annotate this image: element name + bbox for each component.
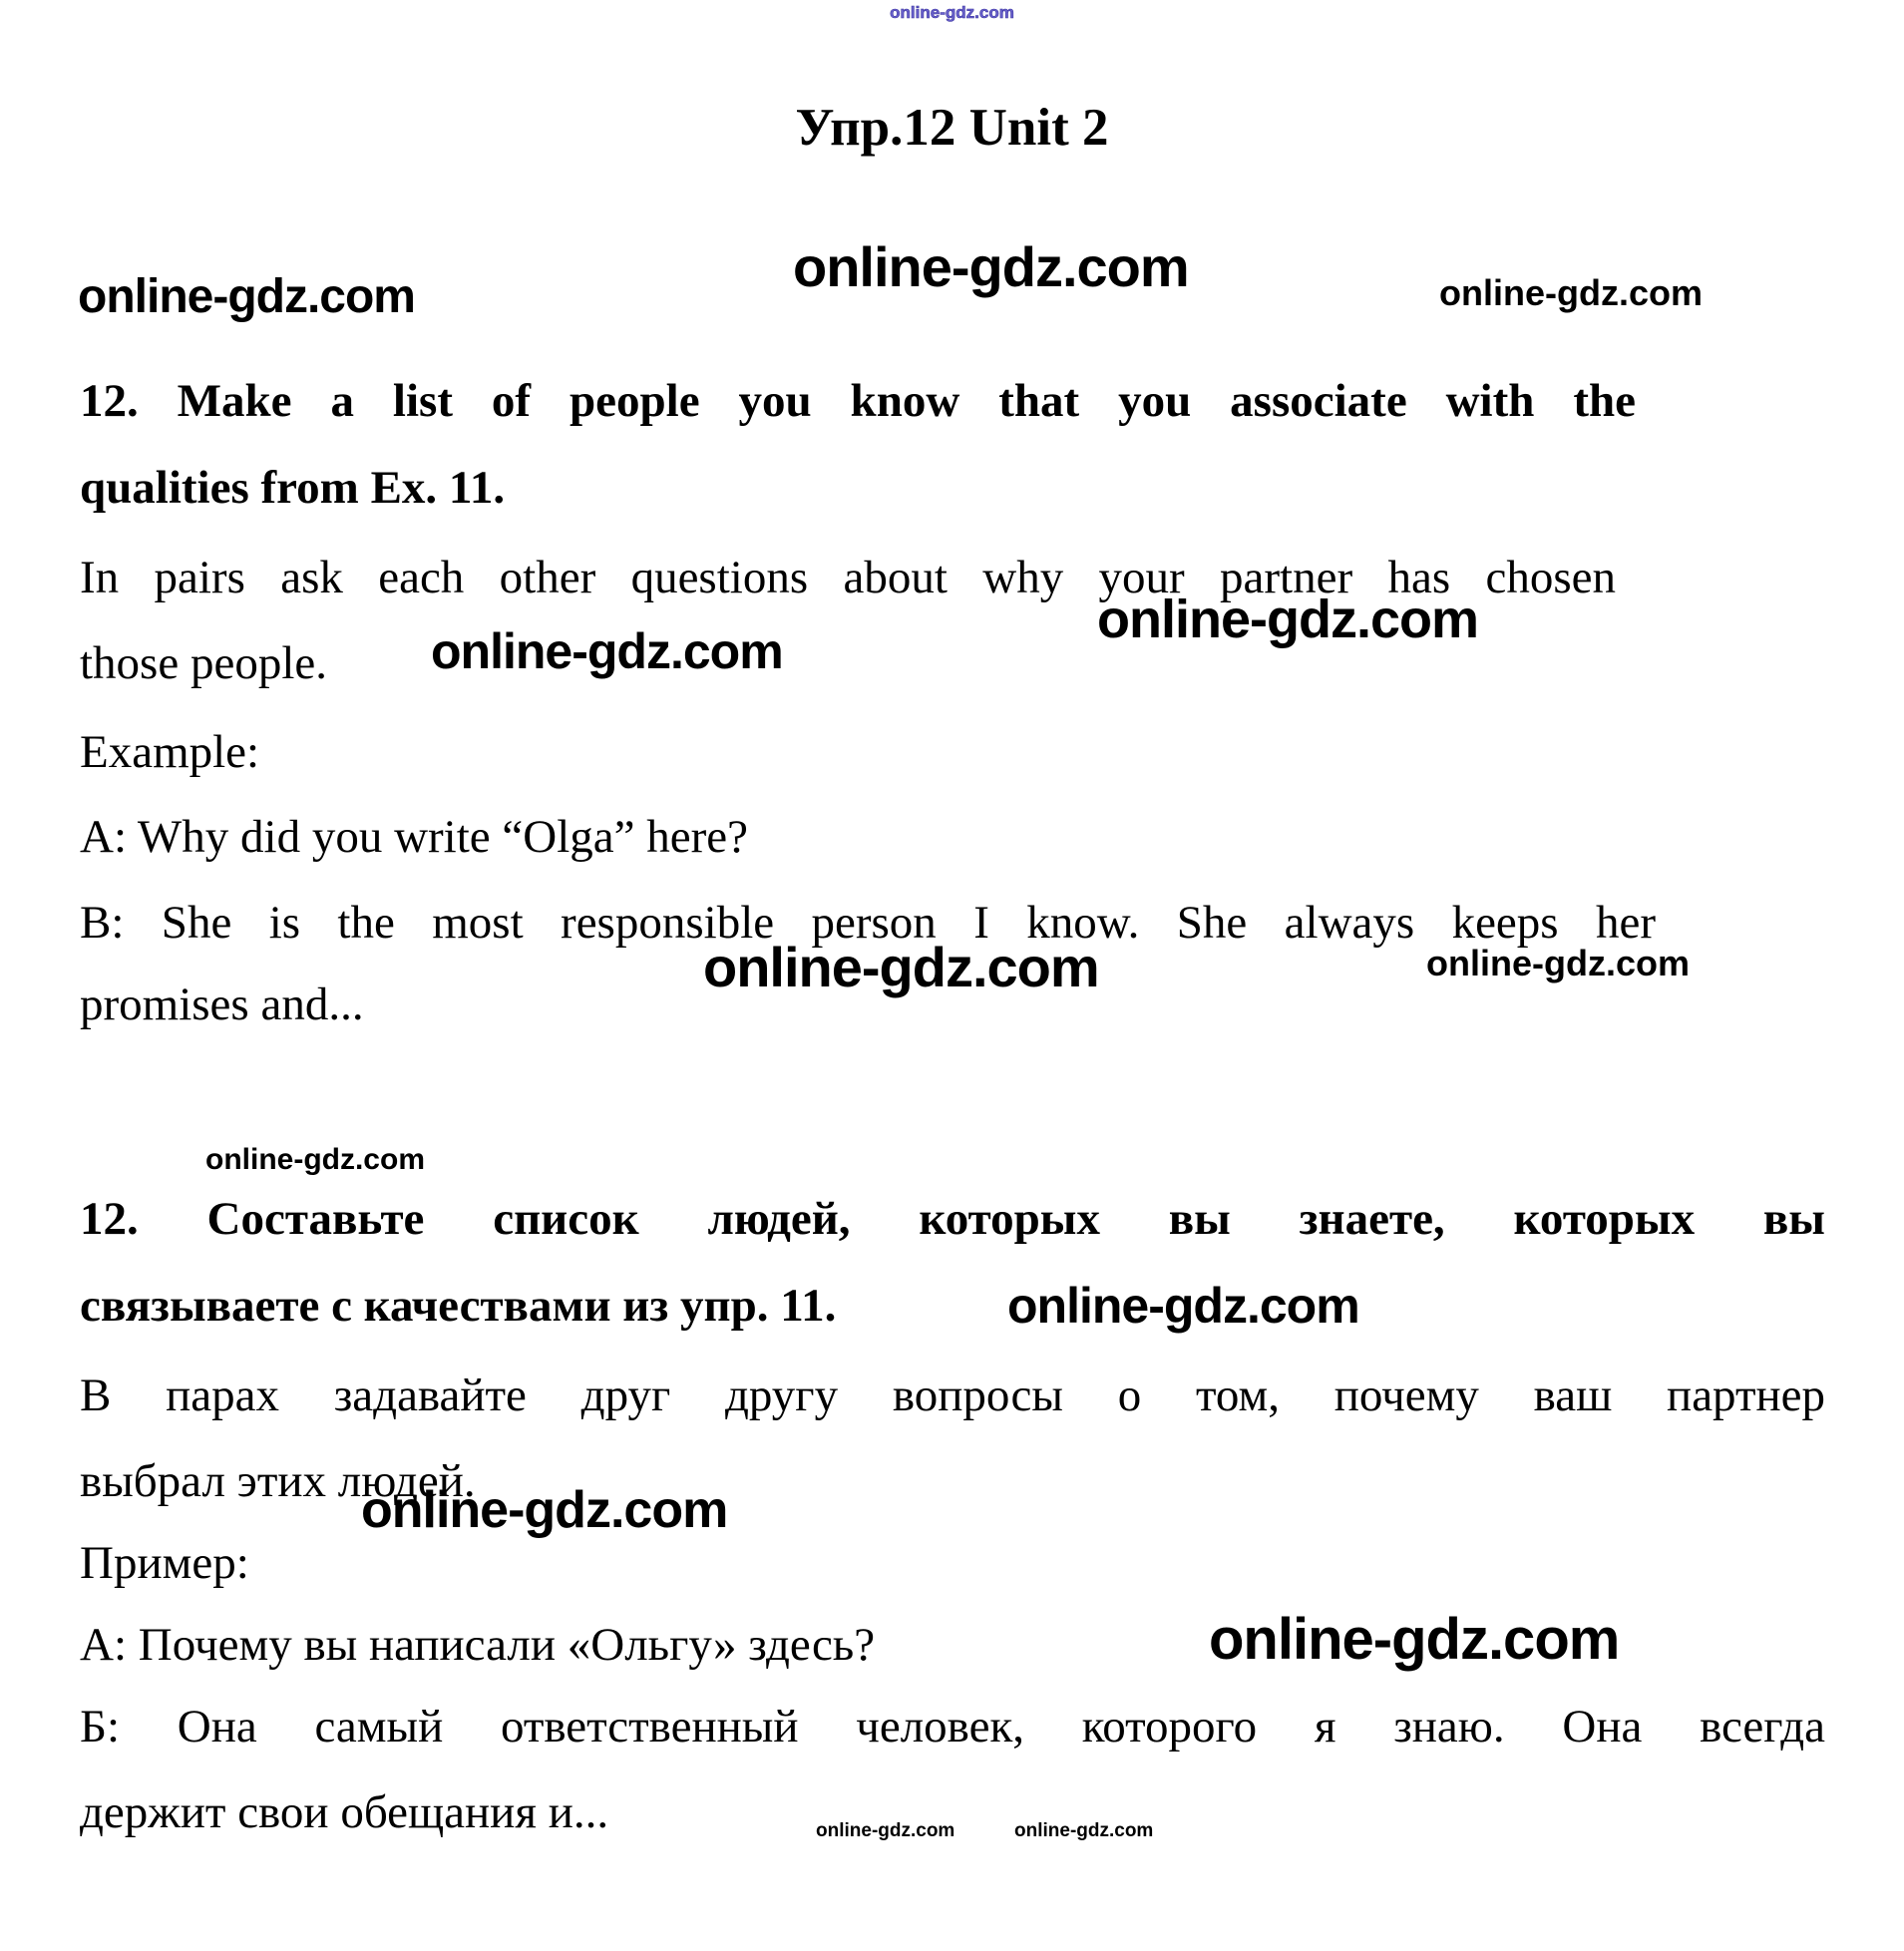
watermark-russian-section-top: online-gdz.com bbox=[205, 1143, 425, 1176]
english-body-line-1: In pairs ask each other questions about why your partner has chosen bbox=[80, 552, 1616, 603]
watermark-english-dialogue-center: online-gdz.com bbox=[703, 936, 1099, 998]
english-body-line-2: those people. bbox=[80, 637, 327, 689]
watermark-top: online-gdz.com bbox=[890, 3, 1014, 22]
russian-example-label: Пример: bbox=[80, 1537, 249, 1589]
watermark-inline-english-body: online-gdz.com bbox=[431, 623, 783, 679]
english-heading-line-2: qualities from Ex. 11. bbox=[80, 462, 506, 514]
russian-heading-line-1: 12. Составьте список людей, которых вы знаете, которых вы bbox=[80, 1193, 1825, 1245]
watermark-russian-dialogue-right: online-gdz.com bbox=[1209, 1607, 1620, 1672]
watermark-row1-left: online-gdz.com bbox=[78, 270, 415, 323]
english-dialogue-b-line-2: promises and... bbox=[80, 978, 364, 1030]
russian-heading-line-2: связываете с качествами из упр. 11. bbox=[80, 1280, 837, 1332]
watermark-russian-heading: online-gdz.com bbox=[1007, 1278, 1359, 1334]
watermark-russian-body: online-gdz.com bbox=[361, 1481, 728, 1539]
russian-dialogue-a: А: Почему вы написали «Ольгу» здесь? bbox=[80, 1619, 876, 1671]
english-dialogue-b-line-1: B: She is the most responsible person I know. She always keeps her bbox=[80, 897, 1656, 949]
russian-dialogue-b-line-1: Б: Она самый ответственный человек, которого я знаю. Она всегда bbox=[80, 1701, 1825, 1753]
english-example-label: Example: bbox=[80, 726, 260, 778]
watermark-bottom-left: online-gdz.com bbox=[816, 1820, 955, 1841]
russian-dialogue-b-line-2: держит свои обещания и... bbox=[80, 1786, 609, 1838]
watermark-bottom-right: online-gdz.com bbox=[1014, 1820, 1154, 1841]
russian-body-line-2: выбрал этих людей. bbox=[80, 1455, 476, 1507]
english-dialogue-a: A: Why did you write “Olga” here? bbox=[80, 811, 748, 863]
watermark-row1-center: online-gdz.com bbox=[793, 235, 1189, 298]
english-heading-line-1: 12. Make a list of people you know that you associate with the bbox=[80, 375, 1636, 427]
watermark-english-dialogue-right: online-gdz.com bbox=[1426, 943, 1690, 983]
watermark-row1-right: online-gdz.com bbox=[1439, 272, 1703, 313]
exercise-title: Упр.12 Unit 2 bbox=[795, 99, 1109, 157]
russian-body-line-1: В парах задавайте друг другу вопросы о том, почему ваш партнер bbox=[80, 1369, 1825, 1421]
watermark-english-body-right: online-gdz.com bbox=[1097, 589, 1478, 649]
